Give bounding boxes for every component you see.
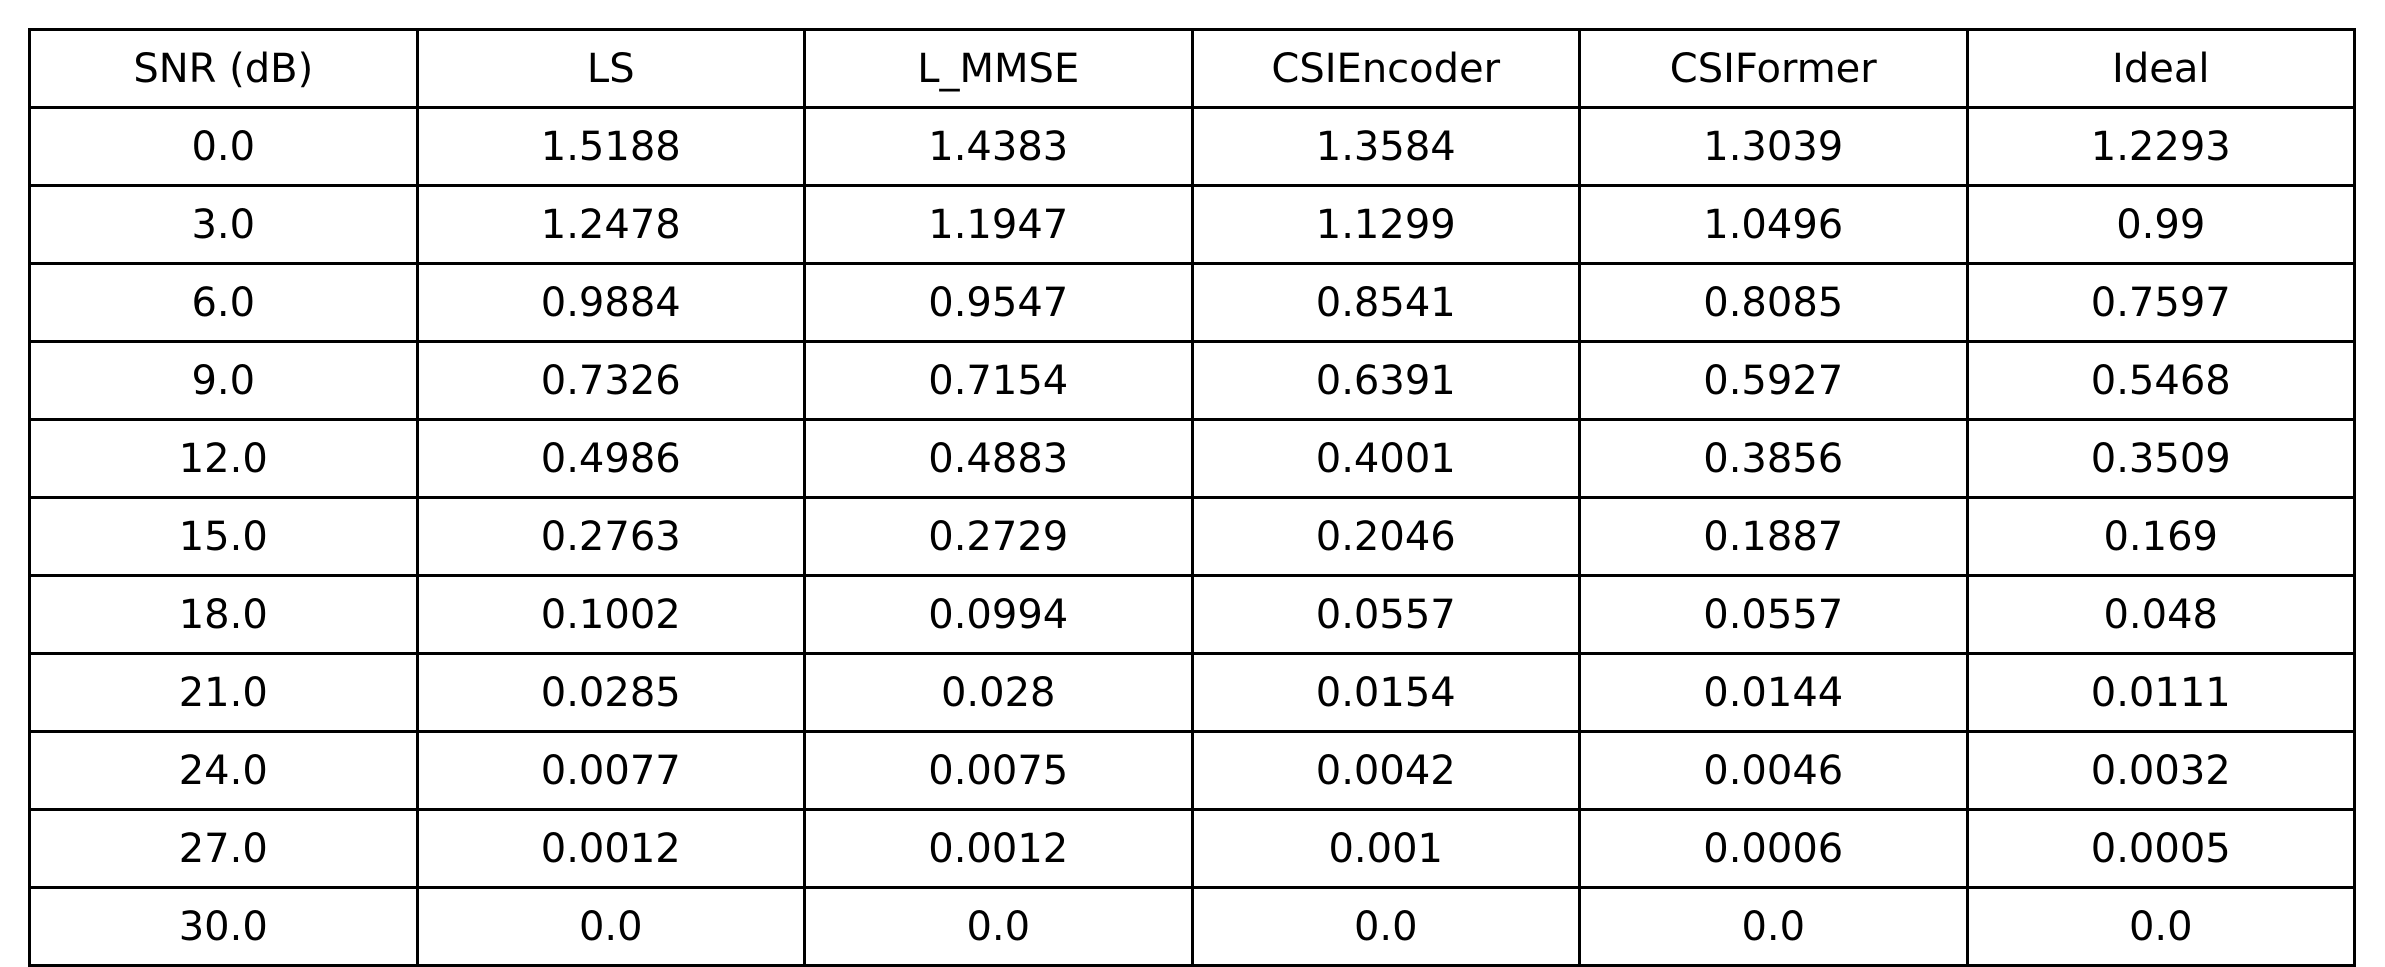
- cell-csiformer: 0.0006: [1580, 810, 1968, 888]
- cell-ideal: 0.3509: [1967, 420, 2355, 498]
- cell-l-mmse: 0.9547: [805, 264, 1193, 342]
- cell-ls: 0.4986: [417, 420, 805, 498]
- table-row: [30, 732, 2355, 810]
- cell-csiencoder: 0.0154: [1192, 654, 1580, 732]
- cell-snr: 15.0: [30, 498, 418, 576]
- cell-snr: 21.0: [30, 654, 418, 732]
- cell-snr: 9.0: [30, 342, 418, 420]
- cell-ls: 0.1002: [417, 576, 805, 654]
- table-row: [30, 654, 2355, 732]
- cell-ideal: 1.2293: [1967, 108, 2355, 186]
- cell-ideal: 0.048: [1967, 576, 2355, 654]
- cell-ls: 1.5188: [417, 108, 805, 186]
- cell-ls: 0.7326: [417, 342, 805, 420]
- cell-ideal: 0.7597: [1967, 264, 2355, 342]
- column-header-csiformer: CSIFormer: [1580, 30, 1968, 108]
- results-table-container: [28, 28, 2356, 950]
- cell-l-mmse: 0.4883: [805, 420, 1193, 498]
- table-row: [30, 342, 2355, 420]
- cell-csiformer: 0.0144: [1580, 654, 1968, 732]
- table-body: [30, 108, 2355, 966]
- cell-snr: 12.0: [30, 420, 418, 498]
- cell-snr: 27.0: [30, 810, 418, 888]
- cell-ls: 0.0012: [417, 810, 805, 888]
- cell-csiformer: 0.0046: [1580, 732, 1968, 810]
- cell-csiencoder: 0.6391: [1192, 342, 1580, 420]
- table-row: [30, 810, 2355, 888]
- cell-l-mmse: 0.0012: [805, 810, 1193, 888]
- cell-l-mmse: 1.1947: [805, 186, 1193, 264]
- cell-l-mmse: 0.0075: [805, 732, 1193, 810]
- cell-csiencoder: 0.4001: [1192, 420, 1580, 498]
- cell-csiencoder: 1.3584: [1192, 108, 1580, 186]
- cell-snr: 0.0: [30, 108, 418, 186]
- cell-ls: 1.2478: [417, 186, 805, 264]
- cell-csiencoder: 0.0557: [1192, 576, 1580, 654]
- cell-snr: 3.0: [30, 186, 418, 264]
- table-row: [30, 264, 2355, 342]
- cell-csiformer: 0.8085: [1580, 264, 1968, 342]
- table-row: [30, 498, 2355, 576]
- cell-snr: 18.0: [30, 576, 418, 654]
- cell-ls: 0.9884: [417, 264, 805, 342]
- cell-snr: 24.0: [30, 732, 418, 810]
- cell-l-mmse: 0.0: [805, 888, 1193, 966]
- cell-ls: 0.2763: [417, 498, 805, 576]
- cell-csiformer: 0.5927: [1580, 342, 1968, 420]
- cell-csiformer: 1.0496: [1580, 186, 1968, 264]
- cell-csiformer: 0.0: [1580, 888, 1968, 966]
- cell-l-mmse: 0.2729: [805, 498, 1193, 576]
- column-header-csiencoder: CSIEncoder: [1192, 30, 1580, 108]
- column-header-ls: LS: [417, 30, 805, 108]
- cell-ideal: 0.99: [1967, 186, 2355, 264]
- cell-csiencoder: 0.2046: [1192, 498, 1580, 576]
- cell-ls: 0.0: [417, 888, 805, 966]
- cell-ls: 0.0285: [417, 654, 805, 732]
- cell-l-mmse: 0.028: [805, 654, 1193, 732]
- column-header-ideal: Ideal: [1967, 30, 2355, 108]
- cell-csiformer: 0.3856: [1580, 420, 1968, 498]
- table-header: [30, 30, 2355, 108]
- cell-csiformer: 1.3039: [1580, 108, 1968, 186]
- cell-snr: 30.0: [30, 888, 418, 966]
- cell-ideal: 0.0032: [1967, 732, 2355, 810]
- cell-ideal: 0.5468: [1967, 342, 2355, 420]
- table-row: [30, 888, 2355, 966]
- table-row: [30, 186, 2355, 264]
- cell-csiencoder: 0.0042: [1192, 732, 1580, 810]
- cell-csiformer: 0.0557: [1580, 576, 1968, 654]
- table-row: [30, 420, 2355, 498]
- cell-snr: 6.0: [30, 264, 418, 342]
- cell-csiencoder: 0.0: [1192, 888, 1580, 966]
- cell-ideal: 0.169: [1967, 498, 2355, 576]
- cell-l-mmse: 0.0994: [805, 576, 1193, 654]
- cell-l-mmse: 0.7154: [805, 342, 1193, 420]
- column-header-snr: SNR (dB): [30, 30, 418, 108]
- cell-ideal: 0.0: [1967, 888, 2355, 966]
- cell-csiencoder: 0.8541: [1192, 264, 1580, 342]
- cell-csiformer: 0.1887: [1580, 498, 1968, 576]
- cell-l-mmse: 1.4383: [805, 108, 1193, 186]
- table-row: [30, 576, 2355, 654]
- column-header-l-mmse: L_MMSE: [805, 30, 1193, 108]
- header-row: [30, 30, 2355, 108]
- results-table: [28, 28, 2356, 967]
- cell-ideal: 0.0005: [1967, 810, 2355, 888]
- cell-csiencoder: 0.001: [1192, 810, 1580, 888]
- cell-ls: 0.0077: [417, 732, 805, 810]
- cell-csiencoder: 1.1299: [1192, 186, 1580, 264]
- table-row: [30, 108, 2355, 186]
- cell-ideal: 0.0111: [1967, 654, 2355, 732]
